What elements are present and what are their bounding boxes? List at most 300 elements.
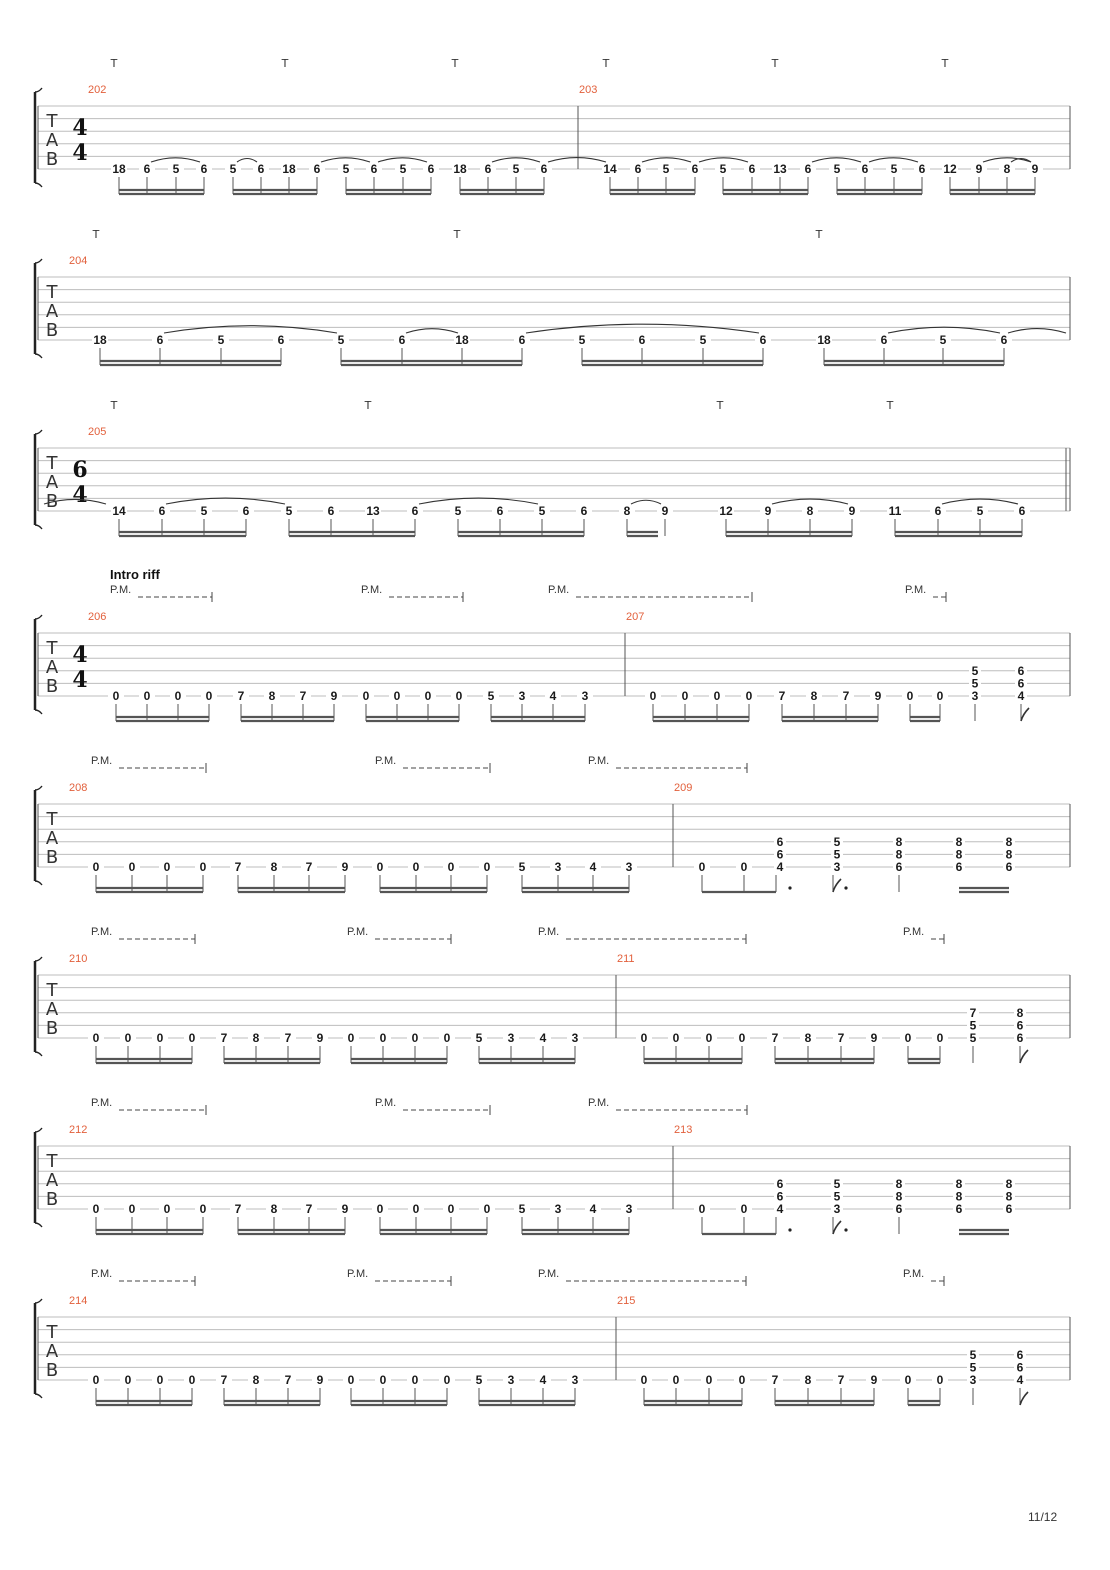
tie-arc [631,500,661,504]
tab-system [35,228,1070,365]
chord-fret-number: 5 [833,1189,841,1204]
fret-number: 0 [379,1031,387,1045]
chord-fret-number: 8 [1005,847,1013,862]
fret-number: 8 [804,1373,812,1387]
fret-number: 9 [975,162,983,176]
fret-number: 7 [771,1031,779,1045]
fret-number: 0 [347,1373,355,1387]
measure-number: 202 [88,84,107,96]
time-signature-top: 6 [72,456,88,483]
chord-fret-number: 6 [776,847,784,862]
tie-arc [166,498,285,504]
chord-fret-number: 8 [955,834,963,849]
time-signature-bottom: 4 [72,140,88,167]
fret-number: 0 [412,860,420,874]
chord-fret-number: 5 [969,1018,977,1033]
tab-letter-b: B [45,319,59,341]
chord-fret-number: 8 [895,1189,903,1204]
chord-fret-number: 4 [1017,689,1025,703]
time-signature-bottom: 4 [72,667,88,694]
tap-mark: T [110,57,118,70]
measure-number: 204 [69,255,88,267]
fret-number: 3 [625,1202,633,1216]
fret-number: 0 [128,860,136,874]
tie-arc [419,498,538,504]
chord-fret-number: 8 [955,1189,963,1204]
fret-number: 6 [398,333,406,347]
bracket-bottom-hook [35,525,42,529]
fret-number: 5 [890,162,898,176]
note-flag [833,879,841,892]
chord-fret-number: 5 [969,1031,977,1045]
palm-mute-label: P.M. [347,926,369,938]
tab-letter-b: B [45,490,59,512]
chord-fret-number: 6 [1017,676,1025,691]
fret-number: 7 [778,689,786,703]
fret-number: 18 [282,162,296,176]
fret-number: 8 [806,504,814,518]
fret-number: 8 [252,1031,260,1045]
fret-number: 0 [393,689,401,703]
bracket-top-hook [35,786,42,790]
fret-number: 6 [313,162,321,176]
fret-number: 0 [681,689,689,703]
fret-number: 8 [623,504,631,518]
tap-mark: T [110,399,118,412]
bracket-top-hook [35,957,42,961]
fret-number: 5 [518,1202,526,1216]
fret-number: 3 [571,1031,579,1045]
fret-number: 6 [158,504,166,518]
fret-number: 3 [507,1373,515,1387]
tab-letter-a: A [45,656,59,678]
time-signature-top: 4 [72,641,88,668]
fret-number: 7 [284,1031,292,1045]
fret-number: 5 [939,333,947,347]
chord-fret-number: 3 [969,1373,977,1387]
fret-number: 11 [888,504,902,518]
fret-number: 3 [554,1202,562,1216]
fret-number: 0 [483,1202,491,1216]
tab-letter-a: A [45,827,59,849]
fret-number: 5 [699,333,707,347]
tie-arc [406,329,458,333]
fret-number: 12 [719,504,733,518]
fret-number: 6 [370,162,378,176]
tab-letter-a: A [45,1169,59,1191]
fret-number: 8 [804,1031,812,1045]
palm-mute-label: P.M. [903,1268,925,1280]
tap-mark: T [815,228,823,241]
fret-number: 5 [538,504,546,518]
chord-fret-number: 8 [895,834,903,849]
fret-number: 0 [92,1202,100,1216]
measure-number: 208 [69,782,88,794]
tab-letter-b: B [45,148,59,170]
chord-fret-number: 6 [1005,1202,1013,1216]
fret-number: 6 [277,333,285,347]
palm-mute-label: P.M. [903,926,925,938]
bracket-top-hook [35,259,42,263]
fret-number: 0 [412,1202,420,1216]
page-number: 11/12 [1028,1510,1058,1524]
fret-number: 0 [936,689,944,703]
fret-number: 9 [870,1031,878,1045]
bracket-bottom-hook [35,183,42,187]
tap-mark: T [92,228,100,241]
fret-number: 8 [1003,162,1011,176]
fret-number: 3 [554,860,562,874]
fret-number: 0 [92,860,100,874]
tab-letter-t: T [46,1322,58,1344]
fret-number: 5 [833,162,841,176]
fret-number: 7 [842,689,850,703]
chord-fret-number: 8 [1005,834,1013,849]
rhythm-dot [788,886,791,889]
fret-number: 5 [217,333,225,347]
fret-number: 8 [268,689,276,703]
tab-system [35,57,1070,194]
chord-fret-number: 6 [776,1176,784,1191]
fret-number: 0 [447,860,455,874]
chord-fret-number: 3 [971,689,979,703]
chord-fret-number: 6 [776,834,784,849]
chord-fret-number: 5 [971,676,979,691]
fret-number: 5 [976,504,984,518]
fret-number: 5 [399,162,407,176]
palm-mute-label: P.M. [347,1268,369,1280]
chord-fret-number: 6 [1016,1347,1024,1362]
fret-number: 6 [200,162,208,176]
fret-number: 6 [156,333,164,347]
chord-fret-number: 5 [833,834,841,849]
fret-number: 13 [366,504,380,518]
tap-mark: T [602,57,610,70]
fret-number: 12 [943,162,957,176]
fret-number: 7 [284,1373,292,1387]
tab-system [35,567,1070,721]
fret-number: 3 [625,860,633,874]
tab-system [35,926,1070,1063]
palm-mute-label: P.M. [91,1097,113,1109]
fret-number: 0 [92,1373,100,1387]
chord-fret-number: 8 [1005,1176,1013,1191]
fret-number: 7 [837,1031,845,1045]
bracket-top-hook [35,430,42,434]
fret-number: 3 [571,1373,579,1387]
fret-number: 0 [447,1202,455,1216]
tap-mark: T [453,228,461,241]
chord-fret-number: 6 [955,1202,963,1216]
fret-number: 0 [740,1202,748,1216]
tab-letter-t: T [46,980,58,1002]
tab-letter-a: A [45,471,59,493]
fret-number: 7 [234,860,242,874]
fret-number: 6 [484,162,492,176]
fret-number: 5 [337,333,345,347]
measure-number: 206 [88,611,107,623]
tab-letter-t: T [46,282,58,304]
fret-number: 5 [475,1373,483,1387]
tab-letter-t: T [46,453,58,475]
fret-number: 5 [285,504,293,518]
tie-arc [164,326,337,333]
time-signature-top: 4 [72,114,88,141]
palm-mute-label: P.M. [91,755,113,767]
measure-number: 205 [88,426,107,438]
chord-fret-number: 5 [969,1360,977,1375]
tap-mark: T [281,57,289,70]
fret-number: 9 [870,1373,878,1387]
fret-number: 0 [672,1373,680,1387]
fret-number: 6 [804,162,812,176]
fret-number: 13 [773,162,787,176]
bracket-bottom-hook [35,1394,42,1398]
note-flag [833,1221,841,1234]
fret-number: 0 [483,860,491,874]
fret-number: 0 [424,689,432,703]
chord-fret-number: 6 [1016,1031,1024,1045]
fret-number: 0 [455,689,463,703]
note-flag [1020,1050,1028,1063]
measure-number: 212 [69,1124,88,1136]
fret-number: 6 [327,504,335,518]
fret-number: 18 [455,333,469,347]
fret-number: 9 [330,689,338,703]
measure-number: 211 [617,953,635,965]
fret-number: 18 [817,333,831,347]
fret-number: 5 [512,162,520,176]
fret-number: 0 [411,1373,419,1387]
tap-mark: T [716,399,724,412]
fret-number: 6 [638,333,646,347]
chord-fret-number: 7 [969,1005,977,1020]
tab-letter-b: B [45,1017,59,1039]
fret-number: 14 [112,504,126,518]
palm-mute-label: P.M. [588,755,610,767]
tab-letter-a: A [45,998,59,1020]
chord-fret-number: 4 [776,860,784,874]
fret-number: 0 [188,1031,196,1045]
fret-number: 0 [443,1031,451,1045]
measure-number: 207 [626,611,645,623]
bracket-top-hook [35,1299,42,1303]
fret-number: 8 [270,860,278,874]
time-signature-bottom: 4 [72,482,88,509]
fret-number: 6 [143,162,151,176]
fret-number: 0 [698,860,706,874]
measure-number: 213 [674,1124,693,1136]
tie-arc [237,159,257,163]
bracket-top-hook [35,88,42,92]
fret-number: 6 [518,333,526,347]
chord-fret-number: 3 [833,860,841,874]
palm-mute-label: P.M. [110,584,132,596]
tap-mark: T [941,57,949,70]
fret-number: 9 [764,504,772,518]
fret-number: 7 [220,1373,228,1387]
chord-fret-number: 5 [833,847,841,862]
fret-number: 6 [634,162,642,176]
fret-number: 0 [936,1373,944,1387]
rhythm-dot [844,886,847,889]
chord-fret-number: 8 [1016,1005,1024,1020]
fret-number: 0 [713,689,721,703]
fret-number: 3 [518,689,526,703]
palm-mute-label: P.M. [361,584,383,596]
fret-number: 6 [242,504,250,518]
chord-fret-number: 3 [833,1202,841,1216]
fret-number: 18 [93,333,107,347]
fret-number: 0 [156,1031,164,1045]
fret-number: 0 [698,1202,706,1216]
tab-letter-a: A [45,300,59,322]
fret-number: 0 [124,1373,132,1387]
fret-number: 6 [748,162,756,176]
chord-fret-number: 4 [1016,1373,1024,1387]
tab-system [35,399,1070,536]
measure-number: 209 [674,782,693,794]
chord-fret-number: 5 [971,663,979,678]
chord-fret-number: 5 [833,1176,841,1191]
fret-number: 7 [237,689,245,703]
measure-number: 210 [69,953,88,965]
fret-number: 6 [759,333,767,347]
measure-number: 203 [579,84,598,96]
tab-system [35,1268,1070,1405]
tap-mark: T [771,57,779,70]
fret-number: 6 [691,162,699,176]
tap-mark: T [451,57,459,70]
fret-number: 0 [740,860,748,874]
palm-mute-label: P.M. [375,1097,397,1109]
fret-number: 0 [124,1031,132,1045]
fret-number: 0 [163,1202,171,1216]
fret-number: 4 [589,1202,597,1216]
tab-letter-b: B [45,1188,59,1210]
fret-number: 6 [580,504,588,518]
bracket-bottom-hook [35,881,42,885]
fret-number: 0 [347,1031,355,1045]
fret-number: 0 [376,1202,384,1216]
fret-number: 9 [661,504,669,518]
fret-number: 0 [705,1373,713,1387]
fret-number: 18 [112,162,126,176]
chord-fret-number: 6 [776,1189,784,1204]
fret-number: 7 [299,689,307,703]
fret-number: 5 [342,162,350,176]
fret-number: 5 [229,162,237,176]
tab-letter-t: T [46,111,58,133]
chord-fret-number: 6 [1016,1018,1024,1033]
note-flag [1020,1392,1028,1405]
fret-number: 14 [603,162,617,176]
fret-number: 6 [880,333,888,347]
bracket-top-hook [35,615,42,619]
fret-number: 7 [234,1202,242,1216]
fret-number: 4 [549,689,557,703]
tap-mark: T [364,399,372,412]
tie-arc [1008,329,1066,333]
tab-system [35,755,1070,892]
palm-mute-label: P.M. [588,1097,610,1109]
tab-system [35,1097,1070,1234]
fret-number: 6 [934,504,942,518]
fret-number: 7 [220,1031,228,1045]
fret-number: 0 [188,1373,196,1387]
chord-fret-number: 6 [1017,663,1025,678]
fret-number: 0 [705,1031,713,1045]
tab-letter-t: T [46,809,58,831]
fret-number: 0 [199,1202,207,1216]
fret-number: 6 [496,504,504,518]
tab-letter-t: T [46,638,58,660]
fret-number: 0 [163,860,171,874]
fret-number: 0 [443,1373,451,1387]
fret-number: 0 [362,689,370,703]
fret-number: 0 [205,689,213,703]
bracket-bottom-hook [35,1223,42,1227]
fret-number: 7 [837,1373,845,1387]
fret-number: 9 [341,1202,349,1216]
fret-number: 5 [475,1031,483,1045]
fret-number: 6 [918,162,926,176]
chord-fret-number: 8 [1005,1189,1013,1204]
bracket-bottom-hook [35,354,42,358]
fret-number: 4 [589,860,597,874]
fret-number: 0 [904,1031,912,1045]
rhythm-dot [844,1228,847,1231]
fret-number: 0 [128,1202,136,1216]
fret-number: 8 [252,1373,260,1387]
fret-number: 0 [745,689,753,703]
fret-number: 4 [539,1031,547,1045]
palm-mute-label: P.M. [538,926,560,938]
fret-number: 5 [172,162,180,176]
fret-number: 4 [539,1373,547,1387]
fret-number: 6 [861,162,869,176]
chord-fret-number: 6 [1005,860,1013,874]
bracket-top-hook [35,1128,42,1132]
chord-fret-number: 8 [895,1176,903,1191]
tab-letter-a: A [45,1340,59,1362]
section-label: Intro riff [110,567,160,582]
fret-number: 3 [507,1031,515,1045]
fret-number: 5 [454,504,462,518]
note-flag [1021,708,1029,721]
fret-number: 5 [662,162,670,176]
bracket-bottom-hook [35,710,42,714]
fret-number: 3 [581,689,589,703]
fret-number: 5 [518,860,526,874]
palm-mute-label: P.M. [375,755,397,767]
fret-number: 8 [270,1202,278,1216]
fret-number: 9 [1031,162,1039,176]
chord-fret-number: 6 [895,860,903,874]
chord-fret-number: 6 [895,1202,903,1216]
fret-number: 6 [1018,504,1026,518]
fret-number: 7 [305,860,313,874]
measure-number: 215 [617,1295,636,1307]
chord-fret-number: 8 [955,847,963,862]
fret-number: 7 [771,1373,779,1387]
palm-mute-label: P.M. [538,1268,560,1280]
fret-number: 9 [341,860,349,874]
fret-number: 9 [316,1031,324,1045]
chord-fret-number: 5 [969,1347,977,1362]
fret-number: 5 [719,162,727,176]
measure-number: 214 [69,1295,88,1307]
